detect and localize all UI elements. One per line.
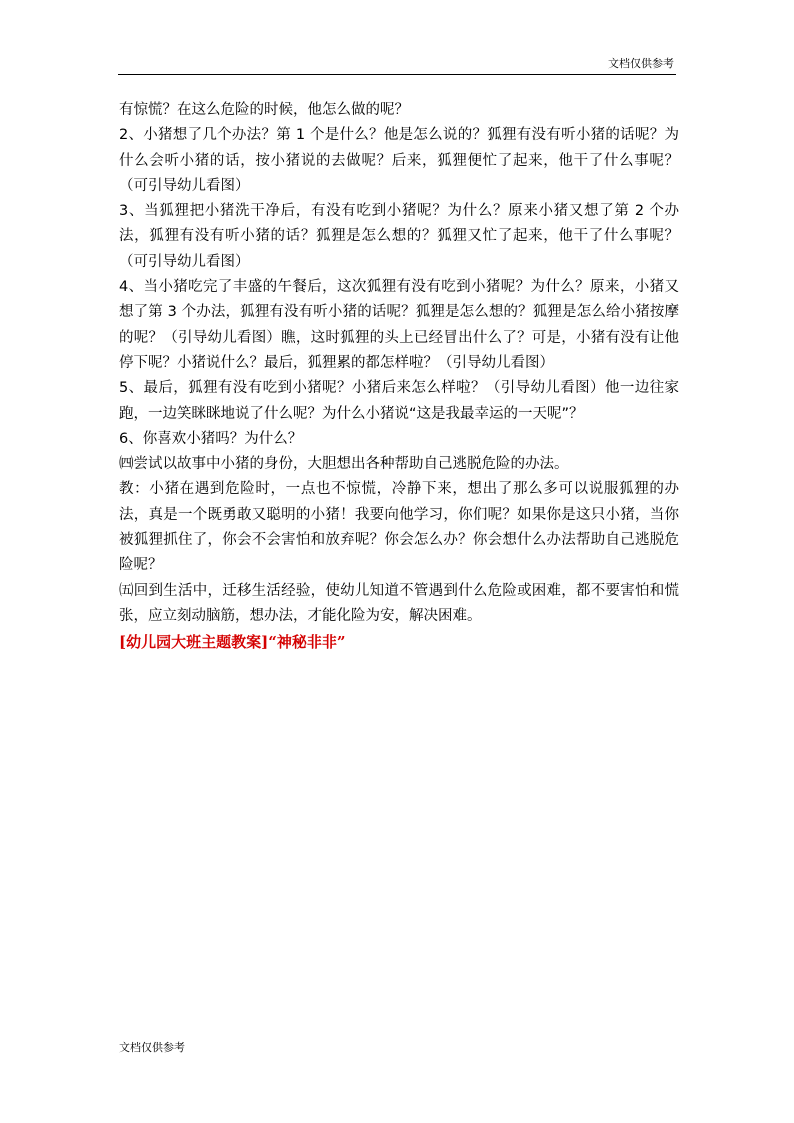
paragraph: 2、小猪想了几个办法？第 1 个是什么？他是怎么说的？狐狸有没有听小猪的话呢？为什么会听小猪的话，按小猪说的去做呢？后来，狐狸便忙了起来，他干了什么事呢？（可引导幼儿看图） <box>119 127 679 194</box>
page-footer: 文档仅供参考 <box>119 1041 185 1054</box>
page-header: 文档仅供参考 <box>608 57 674 70</box>
paragraph: 有惊慌？在这么危险的时候，他怎么做的呢？ <box>119 102 409 118</box>
section-title: [幼儿园大班主题教案]“神秘非非” <box>119 633 346 652</box>
paragraph: ㈤回到生活中，迁移生活经验，使幼儿知道不管遇到什么危险或困难，都不要害怕和慌张，应立刻动脑筋，想办法，才能化险为安，解决困难。 <box>119 582 679 624</box>
paragraph: 3、当狐狸把小猪洗干净后，有没有吃到小猪呢？为什么？原来小猪又想了第 2 个办法，狐狸有没有听小猪的话？狐狸是怎么想的？狐狸又忙了起来，他干了什么事呢？（可引导幼儿看图） <box>119 203 679 270</box>
paragraph: 6、你喜欢小猪吗？为什么？ <box>119 430 303 447</box>
paragraph: 教：小猪在遇到危险时，一点也不惊慌，冷静下来，想出了那么多可以说服狐狸的办法，真是一个既勇敢又聪明的小猪！我要向他学习，你们呢？如果你是这只小猪，当你被狐狸抓住了，你会不会害怕和放弃呢？你会怎么办？你会想什么办法帮助自己逃脱危险呢？ <box>119 481 679 574</box>
document-body <box>119 98 679 655</box>
header-divider <box>118 74 676 75</box>
paragraph: 5、最后，狐狸有没有吃到小猪呢？小猪后来怎么样啦？（引导幼儿看图）他一边往家跑，一边笑眯眯地说了什么呢？为什么小猪说“这是我最幸运的一天呢”？ <box>119 380 679 422</box>
paragraph: ㈣尝试以故事中小猪的身份，大胆想出各种帮助自己逃脱危险的办法。 <box>119 456 569 473</box>
paragraph: 4、当小猪吃完了丰盛的午餐后，这次狐狸有没有吃到小猪呢？为什么？原来，小猪又想了第 3 个办法，狐狸有没有听小猪的话呢？狐狸是怎么想的？狐狸是怎么给小猪按摩的呢？（引导幼儿看图）瞧，这时狐狸的头上已经冒出什么了？可是，小猪有没有让他停下呢？小猪说什么？最后，狐狸累的都怎样啦？（引导幼儿看图） <box>119 279 679 371</box>
